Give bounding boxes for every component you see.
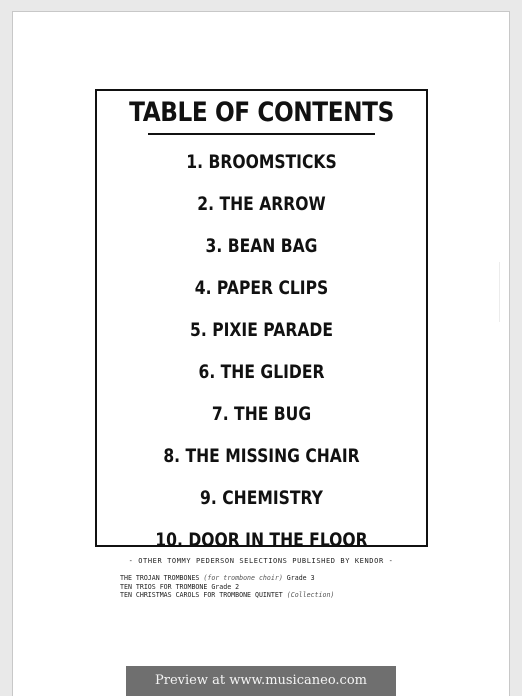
toc-list [97,141,426,561]
list-item [120,574,334,583]
toc-item: 3. BEAN BAG [205,235,318,257]
page-mark [499,262,500,322]
title-underline [148,133,375,135]
selection-title: THE TROJAN TROMBONES [120,574,200,582]
selection-title: TEN TRIOS FOR TROMBONE [120,582,208,591]
toc-item: 6. THE GLIDER [198,361,325,383]
toc-title: TABLE OF CONTENTS [129,97,394,128]
list-item [120,583,334,592]
selection-grade: Grade 3 [286,574,315,582]
other-selections-list [120,574,334,600]
table-of-contents-box [95,89,428,551]
selection-grade: Grade 2 [211,582,240,591]
toc-item: 10. DOOR IN THE FLOOR [155,529,368,551]
toc-item: 4. PAPER CLIPS [194,277,329,299]
toc-item: 5. PIXIE PARADE [190,319,333,341]
toc-item: 9. CHEMISTRY [200,487,323,509]
selection-title: TEN CHRISTMAS CAROLS FOR TROMBONE QUINTET [120,591,283,600]
toc-item: 8. THE MISSING CHAIR [163,445,360,467]
preview-banner[interactable]: Preview at www.musicaneo.com [126,666,396,696]
toc-item: 2. THE ARROW [197,193,326,215]
toc-item: 7. THE BUG [211,403,312,425]
selection-note: (Collection) [286,591,335,600]
other-selections-heading: - OTHER TOMMY PEDERSON SELECTIONS PUBLISHED BY KENDOR - [128,557,394,565]
toc-item: 1. BROOMSTICKS [186,151,337,173]
list-item [120,591,334,600]
selection-note: (for trombone choir) [203,574,283,582]
